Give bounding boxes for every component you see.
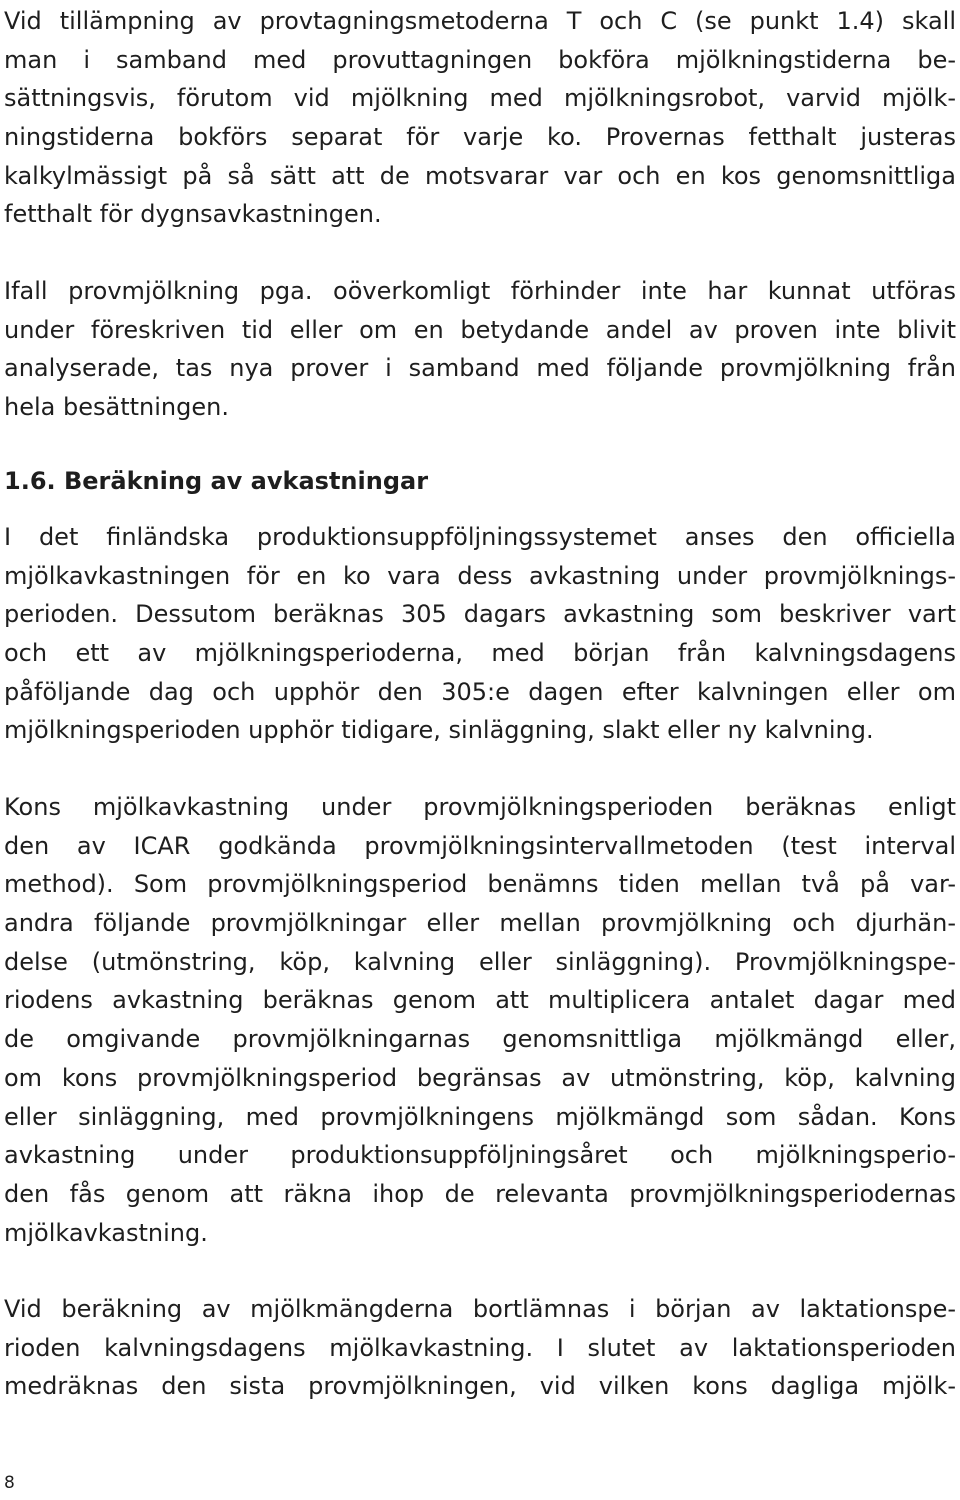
paragraph-milk-quantities: [4, 1290, 956, 1406]
text-line: den av ICAR godkända provmjölkningsintervallmetoden (test interval: [4, 831, 956, 860]
text-line: påföljande dag och upphör den 305:e dagen efter kalvningen eller om: [4, 677, 956, 706]
section-heading: 1.6. Beräkning av avkastningar: [4, 467, 429, 495]
page-number: 8: [4, 1473, 15, 1493]
paragraph-sampling-times: [4, 2, 956, 234]
text-line: I det finländska produktionsuppföljningssystemet anses den officiella: [4, 523, 956, 551]
text-line: Vid beräkning av mjölkmängderna bortlämnas i början av laktationspe-: [4, 1295, 956, 1323]
text-line: andra följande provmjölkningar eller mellan provmjölkning och djurhän-: [4, 909, 956, 938]
text-line: ningstiderna bokförs separat för varje ko. Provernas fetthalt justeras: [4, 123, 956, 152]
text-line: medräknas den sista provmjölkningen, vid vilken kons dagliga mjölk-: [4, 1372, 956, 1401]
text-line: perioden. Dessutom beräknas 305 dagars avkastning som beskriver vart: [4, 600, 956, 629]
document-page: [4, 0, 956, 1500]
text-line: analyserade, tas nya prover i samband med följande provmjölkning från: [4, 354, 956, 383]
text-line: kalkylmässigt på så sätt att de motsvarar var och en kos genomsnittliga: [4, 161, 956, 190]
text-line: under föreskriven tid eller om en betydande andel av proven inte blivit: [4, 315, 956, 344]
text-line: mjölkavkastningen för en ko vara dess avkastning under provmjölknings-: [4, 561, 956, 590]
paragraph-official-yield: [4, 518, 956, 750]
text-line: man i samband med provuttagningen bokföra mjölkningstiderna be-: [4, 45, 956, 74]
text-line: mjölkavkastning.: [4, 1218, 208, 1247]
text-line: Vid tillämpning av provtagningsmetoderna T och C (se punkt 1.4) skall: [4, 7, 956, 35]
text-line: riodens avkastning beräknas genom att multiplicera antalet dagar med: [4, 986, 956, 1015]
text-line: delse (utmönstring, köp, kalvning eller sinläggning). Provmjölkningspe-: [4, 947, 956, 976]
text-line: Kons mjölkavkastning under provmjölkningsperioden beräknas enligt: [4, 793, 956, 821]
text-line: hela besättningen.: [4, 393, 229, 422]
text-line: fetthalt för dygnsavkastningen.: [4, 200, 382, 229]
text-line: rioden kalvningsdagens mjölkavkastning. I slutet av laktationsperioden: [4, 1333, 956, 1362]
paragraph-test-interval-method: [4, 788, 956, 1252]
paragraph-missed-test: [4, 272, 956, 427]
text-line: om kons provmjölkningsperiod begränsas av utmönstring, köp, kalvning: [4, 1063, 956, 1092]
text-line: Ifall provmjölkning pga. oöverkomligt förhinder inte har kunnat utföras: [4, 277, 956, 305]
text-line: method). Som provmjölkningsperiod benämns tiden mellan två på var-: [4, 870, 956, 899]
text-line: mjölkningsperioden upphör tidigare, sinläggning, slakt eller ny kalvning.: [4, 716, 874, 745]
text-line: de omgivande provmjölkningarnas genomsnittliga mjölkmängd eller,: [4, 1025, 956, 1054]
text-line: den fås genom att räkna ihop de relevanta provmjölkningsperiodernas: [4, 1179, 956, 1208]
text-line: sättningsvis, förutom vid mjölkning med mjölkningsrobot, varvid mjölk-: [4, 84, 956, 113]
text-line: eller sinläggning, med provmjölkningens mjölkmängd som sådan. Kons: [4, 1102, 956, 1131]
text-line: och ett av mjölkningsperioderna, med början från kalvningsdagens: [4, 639, 956, 668]
text-line: avkastning under produktionsuppföljningsåret och mjölkningsperio-: [4, 1141, 956, 1170]
